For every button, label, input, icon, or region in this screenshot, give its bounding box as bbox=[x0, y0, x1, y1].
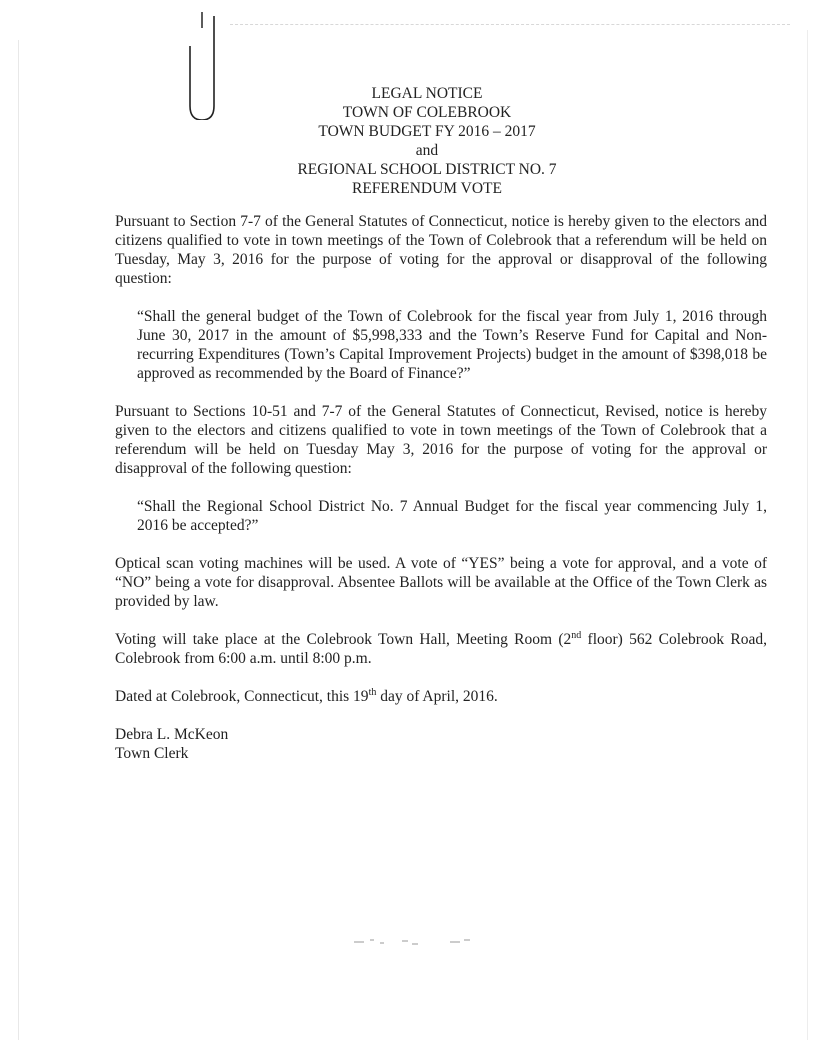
heading-line-and: and bbox=[415, 142, 439, 159]
signature-name: Debra L. McKeon bbox=[115, 726, 229, 743]
location-sup: nd bbox=[571, 629, 582, 641]
paragraph-voting-machines: Optical scan voting machines will be used. A vote of “YES” being a vote for approval, and a vote of “NO” being a vote for disapproval. Absentee Ballots will be available at the Office of the Town Clerk as provided by law. bbox=[115, 555, 767, 610]
signature-block bbox=[115, 725, 767, 763]
question-town-budget: “Shall the general budget of the Town of Colebrook for the fiscal year from July 1, 2016 through June 30, 2017 in the amount of $5,998,333 and the Town’s Reserve Fund for Capital and Non-recurring Expenditures (Town’s Capital Improvement Projects) budget in the amount of $398,018 be approved as recommended by the Board of Finance?” bbox=[137, 308, 767, 382]
paragraph-school-referendum: Pursuant to Sections 10-51 and 7-7 of the General Statutes of Connecticut, Revised, notice is hereby given to the electors and citizens qualified to vote in town meetings of the Town of Colebrook that a referendum will be held on Tuesday May 3, 2016 for the purpose of voting for the approval or disapproval of the following question: bbox=[115, 403, 767, 477]
notice-heading bbox=[0, 84, 818, 198]
scan-top-edge bbox=[230, 24, 790, 26]
location-text-b: floor) 562 Colebrook Road, Colebrook from 6:00 a.m. until 8:00 p.m. bbox=[115, 631, 767, 667]
notice-body bbox=[115, 212, 767, 763]
heading-line-town: TOWN OF COLEBROOK bbox=[342, 104, 512, 121]
heading-line-district: REGIONAL SCHOOL DISTRICT NO. 7 bbox=[297, 161, 557, 178]
heading-line-legal-notice: LEGAL NOTICE bbox=[371, 85, 483, 102]
signature-title: Town Clerk bbox=[115, 745, 189, 762]
question-school-budget: “Shall the Regional School District No. 7 Annual Budget for the fiscal year commencing July 1, 2016 be accepted?” bbox=[137, 498, 767, 534]
paragraph-dated bbox=[115, 687, 767, 706]
dated-sup: th bbox=[368, 686, 377, 698]
dated-text-a: Dated at Colebrook, Connecticut, this 19 bbox=[115, 688, 369, 705]
location-text-a: Voting will take place at the Colebrook Town Hall, Meeting Room (2 bbox=[115, 631, 572, 648]
heading-line-budget: TOWN BUDGET FY 2016 – 2017 bbox=[318, 123, 536, 140]
dated-text-b: day of April, 2016. bbox=[376, 688, 498, 705]
paragraph-town-referendum: Pursuant to Section 7-7 of the General Statutes of Connecticut, notice is hereby given to the electors and citizens qualified to vote in town meetings of the Town of Colebrook that a referendum will be held on Tuesday, May 3, 2016 for the purpose of voting for the approval or disapproval of the following question: bbox=[115, 213, 767, 287]
heading-line-referendum: REFERENDUM VOTE bbox=[352, 180, 502, 197]
scan-specks bbox=[350, 934, 480, 953]
paragraph-voting-location bbox=[115, 630, 767, 668]
